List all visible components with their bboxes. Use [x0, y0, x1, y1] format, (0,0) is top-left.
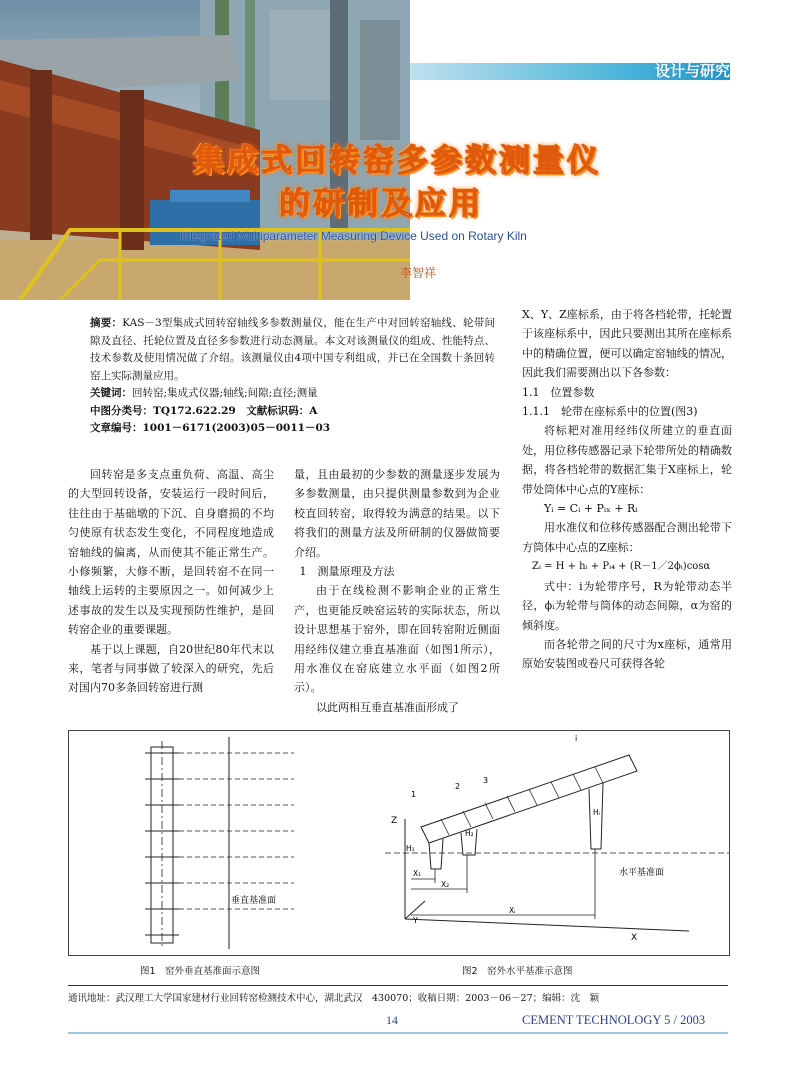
keywords-text: 回转窑;集成式仪器;轴线;间隙;直径;测量 [132, 387, 318, 399]
dim-xi-label: Xᵢ [509, 906, 516, 915]
section-heading-1: 1 测量原理及方法 [299, 565, 395, 579]
section-heading-1-1: 1.1 位置参数 [522, 385, 595, 399]
figure-2-horizontal-datum [385, 734, 729, 943]
abstract-paragraph [90, 315, 495, 385]
article-number-line: 文章编号：1001－6171(2003)05－0011－03 [90, 422, 331, 434]
col3-paragraph-3: 用水准仪和位移传感器配合测出轮带下方筒体中心点的Z座标： [522, 521, 732, 554]
clc-line: 中图分类号：TQ172.622.29 文献标识码：A [90, 404, 318, 417]
body-column-2 [294, 465, 500, 717]
col3-paragraph-5: 而各轮带之间的尺寸为x座标，通常用原始安装图或卷尺可获得各轮 [522, 637, 732, 671]
fig2-horizontal-plane-label: 水平基准面 [619, 868, 665, 878]
ring-label-3: 3 [483, 776, 489, 785]
col1-paragraph-2: 基于以上课题，自20世纪80年代末以来，笔者与同事做了较深入的研究，先后对国内70多条回转窑进行测 [68, 642, 274, 695]
body-column-1 [68, 465, 274, 698]
ring-label-i: i [575, 734, 578, 743]
keywords-line [90, 385, 495, 403]
col2-paragraph-1: 量，且由最初的少参数的测量逐步发展为多参数测量，由只提供测量参数到为企业校直回转窑，取得较为满意的结果。以下将我们的测量方法及所研制的仪器做简要介绍。 [294, 468, 500, 559]
abstract-text: KAS－3型集成式回转窑轴线多参数测量仪，能在生产中对回转窑轴线、轮带间隙及直径、托轮位置及直径多参数进行动态测量。本文对该测量仪的组成、性能特点、技术参数及使用情况做了介绍。该测量仪由4项中国专利组成，并已在全国数十条回转窑上实际测量应用。 [90, 317, 496, 382]
footer-rule [68, 985, 728, 986]
col3-paragraph-2: 将标耙对准用经纬仪所建立的垂直面处，用位移传感器记录下轮带所处的精确数据，将各档轮带的数据汇集于X座标上，轮带处筒体中心点的Y座标： [522, 424, 732, 496]
col2-paragraph-3: 以此两相互垂直基准面形成了 [316, 700, 459, 714]
section-heading-1-1-1: 1.1.1 轮带在座标系中的位置(图3) [522, 405, 698, 419]
abstract-label: 摘要： [90, 317, 123, 329]
height-hi-label: Hᵢ [593, 808, 600, 817]
dim-x1-label: X₁ [413, 869, 422, 878]
figure-diagrams [69, 731, 729, 955]
col2-paragraph-2: 由于在线检测不影响企业的正常生产，也更能反映窑运转的实际状态，所以设计思想基于窑外，即在回转窑附近侧面用经纬仪建立垂直基准面（如图1所示），用水准仪在窑底建立水平面（如图2所示）。 [294, 584, 500, 695]
abstract-block [90, 315, 495, 438]
col3-paragraph-4: 式中：i为轮带序号，R为轮带动态半径，ϕᵢ为轮带与筒体的动态间隙，α为窑的倾斜度。 [522, 579, 732, 632]
article-title-line2: 的研制及应用 [279, 186, 483, 222]
axis-x-label: X [631, 933, 638, 943]
figure-1-caption: 图1 窑外垂直基准面示意图 [140, 966, 261, 977]
dim-x2-label: X₂ [441, 880, 450, 889]
col1-paragraph-1: 回转窑是多支点重负荷、高温、高尘的大型回转设备，安装运行一段时间后，往往由于基础墩的下沉、自身磨损的不均匀使原有状态发生变化，不同程度地造成窑轴线的偏离，从而使其不能正常生产。小修频繁，大修不断，是回转窑不在同一轴线上运转的主要原因之一。如何减少上述事故的发生以及实现预防性维护，是回转窑企业的重要课题。 [68, 468, 274, 637]
footer-note: 通讯地址：武汉理工大学国家建材行业回转窑检测技术中心，湖北武汉 430070；收稿日期：2003－06－27；编辑：沈 颖 [68, 993, 600, 1004]
axis-z-label: Z [391, 816, 398, 826]
height-h1-label: H₁ [406, 844, 415, 853]
ring-label-2: 2 [455, 782, 461, 791]
journal-name: CEMENT TECHNOLOGY 5 / 2003 [522, 1013, 706, 1027]
english-subtitle: Integrated Multiparameter Measuring Device Used on Rotary Kiln [180, 229, 527, 243]
equation-z: Zᵢ = H + hᵢ + Pᵢ₄ + (R－1／2ϕᵢ)cosα [532, 561, 711, 573]
ring-label-1: 1 [411, 790, 417, 799]
height-h2-label: H₂ [465, 829, 474, 838]
fig1-vertical-plane-label: 垂直基准面 [231, 896, 277, 906]
axis-y-label: Y [413, 916, 418, 925]
figure-2-caption: 图2 窑外水平基准示意图 [462, 966, 573, 977]
keywords-label: 关键词： [90, 387, 132, 399]
body-column-3 [522, 305, 732, 674]
figure-1-vertical-datum [145, 737, 294, 949]
figure-box [68, 730, 730, 956]
col3-paragraph-1: X、Y、Z座标系，由于将各档轮带，托轮置于该座标系中，因此只要测出其所在座标系中的精确位置，便可以确定窑轴线的情况，因此我们需要测出以下各参数： [522, 308, 732, 380]
section-label: 设计与研究 [654, 62, 730, 80]
page-number: 14 [386, 1013, 398, 1027]
equation-y: Yᵢ = Cᵢ + Pᵢₓ + Rᵢ [544, 502, 638, 516]
author-name: 李智祥 [400, 266, 437, 280]
article-title-line1: 集成式回转窑多参数测量仪 [193, 143, 601, 179]
footer-accent-line [68, 1032, 728, 1034]
